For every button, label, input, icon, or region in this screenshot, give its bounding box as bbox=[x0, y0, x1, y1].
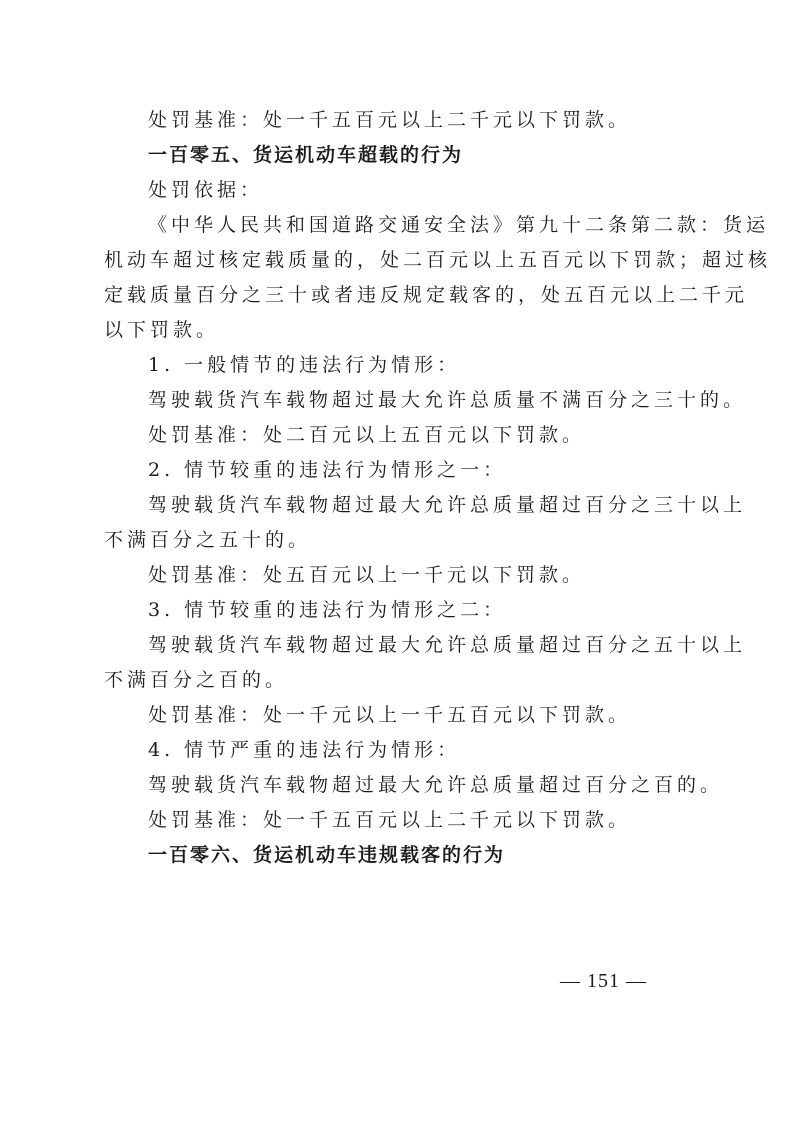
case-2-title: 2. 情节较重的违法行为情形之一： bbox=[148, 459, 507, 481]
case-2-description-line-2: 不满百分之五十的。 bbox=[104, 529, 312, 551]
case-3-title: 3. 情节较重的违法行为情形之二： bbox=[148, 599, 507, 621]
case-4-title: 4. 情节严重的违法行为情形： bbox=[148, 739, 461, 761]
law-citation-line-4: 以下罚款。 bbox=[104, 319, 220, 341]
law-citation-line-1: 《中华人民共和国道路交通安全法》第九十二条第二款：货运 bbox=[148, 214, 770, 236]
law-citation-line-2: 机动车超过核定载质量的，处二百元以上五百元以下罚款；超过核 bbox=[104, 249, 772, 271]
case-4-description: 驾驶载货汽车载物超过最大允许总质量超过百分之百的。 bbox=[148, 774, 724, 796]
page-number: — 151 — bbox=[560, 970, 647, 992]
case-4-penalty: 处罚基准：处一千五百元以上二千元以下罚款。 bbox=[148, 809, 632, 831]
case-2-description-line-1: 驾驶载货汽车载物超过最大允许总质量超过百分之三十以上 bbox=[148, 494, 747, 516]
case-1-penalty: 处罚基准：处二百元以上五百元以下罚款。 bbox=[148, 424, 586, 446]
document-body bbox=[104, 103, 772, 873]
case-3-description-line-2: 不满百分之百的。 bbox=[104, 669, 289, 691]
law-citation-line-3: 定载质量百分之三十或者违反规定载客的，处五百元以上二千元 bbox=[104, 284, 749, 306]
section-heading-106: 一百零六、货运机动车违规载客的行为 bbox=[148, 844, 506, 866]
case-2-penalty: 处罚基准：处五百元以上一千元以下罚款。 bbox=[148, 564, 586, 586]
case-1-title: 1. 一般情节的违法行为情形： bbox=[148, 354, 461, 376]
section-heading-105: 一百零五、货运机动车超载的行为 bbox=[148, 144, 464, 166]
case-1-description: 驾驶载货汽车载物超过最大允许总质量不满百分之三十的。 bbox=[148, 389, 747, 411]
penalty-basis-label: 处罚依据： bbox=[148, 179, 264, 201]
penalty-standard-line: 处罚基准：处一千五百元以上二千元以下罚款。 bbox=[148, 109, 632, 131]
case-3-penalty: 处罚基准：处一千元以上一千五百元以下罚款。 bbox=[148, 704, 632, 726]
case-3-description-line-1: 驾驶载货汽车载物超过最大允许总质量超过百分之五十以上 bbox=[148, 634, 747, 656]
